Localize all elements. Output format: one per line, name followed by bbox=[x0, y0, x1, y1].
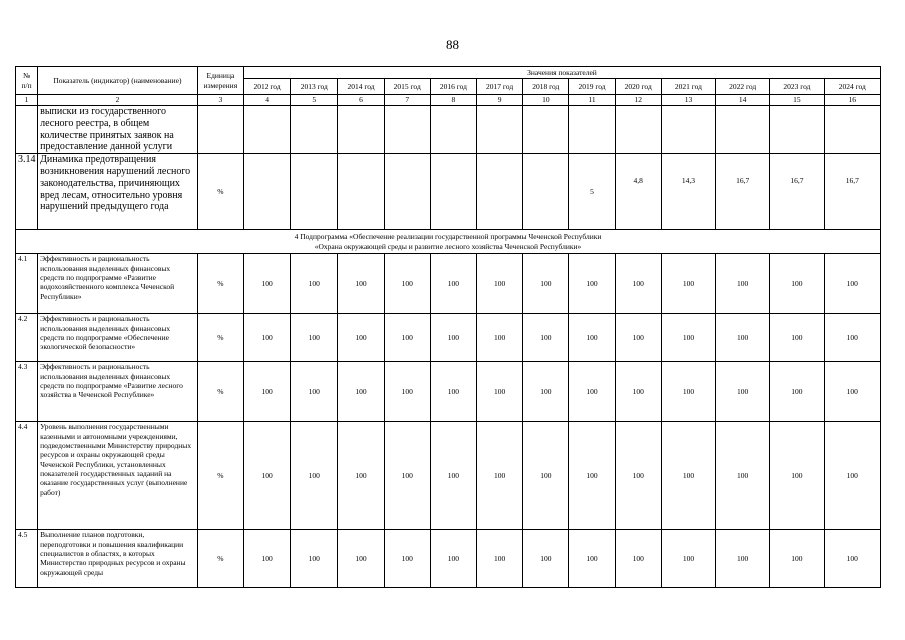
column-number: 1 bbox=[16, 95, 38, 106]
header-indicator: Показатель (индикатор) (наименование) bbox=[38, 67, 198, 95]
column-number: 10 bbox=[523, 95, 569, 106]
row-number: 4.3 bbox=[16, 362, 38, 422]
row-number: 3.14 bbox=[16, 154, 38, 230]
value-cell: 100 bbox=[824, 530, 880, 588]
unit-cell: % bbox=[197, 530, 243, 588]
value-cell: 100 bbox=[615, 530, 661, 588]
header-year: 2014 год bbox=[338, 79, 384, 95]
subprogram-heading bbox=[16, 230, 881, 254]
column-number: 15 bbox=[770, 95, 824, 106]
column-number: 14 bbox=[716, 95, 770, 106]
value-cell: 100 bbox=[824, 254, 880, 314]
value-cell: 100 bbox=[523, 422, 569, 530]
value-cell: 16,7 bbox=[824, 154, 880, 230]
header-year: 2022 год bbox=[716, 79, 770, 95]
value-cell: 100 bbox=[569, 530, 615, 588]
value-cell: 100 bbox=[824, 362, 880, 422]
header-num: № п/п bbox=[16, 67, 38, 95]
value-cell: 100 bbox=[523, 530, 569, 588]
value-cell: 100 bbox=[716, 362, 770, 422]
value-cell: 100 bbox=[770, 362, 824, 422]
value-cell: 100 bbox=[384, 254, 430, 314]
subprogram-line-1: 4 Подпрограмма «Обеспечение реализации государственной программы Чеченской Республики bbox=[294, 232, 602, 242]
table-row bbox=[16, 314, 881, 362]
value-cell: 16,7 bbox=[770, 154, 824, 230]
value-cell: 100 bbox=[661, 530, 715, 588]
indicator-table bbox=[15, 66, 881, 588]
value-cell: 100 bbox=[384, 362, 430, 422]
table-row bbox=[16, 106, 881, 154]
value-cell: 100 bbox=[716, 314, 770, 362]
column-number: 4 bbox=[244, 95, 291, 106]
value-cell: 100 bbox=[384, 314, 430, 362]
value-cell: 100 bbox=[615, 362, 661, 422]
value-cell: 100 bbox=[291, 314, 338, 362]
subprogram-line-2: «Охрана окружающей среды и развитие лесного хозяйства Чеченской Республики» bbox=[314, 241, 582, 251]
header-year: 2021 год bbox=[661, 79, 715, 95]
indicator-text: Эффективность и рациональность использования выделенных финансовых средств по подпрограмме «Развитие водохозяйственного комплекса Чеченской Республики» bbox=[38, 254, 198, 314]
header-year: 2024 год bbox=[824, 79, 880, 95]
value-cell: 100 bbox=[770, 314, 824, 362]
header-year: 2012 год bbox=[244, 79, 291, 95]
value-cell: 100 bbox=[430, 530, 476, 588]
value-cell: 100 bbox=[569, 314, 615, 362]
value-cell: 100 bbox=[338, 422, 384, 530]
column-number: 16 bbox=[824, 95, 880, 106]
value-cell: 100 bbox=[291, 254, 338, 314]
value-cell: 14,3 bbox=[661, 154, 715, 230]
value-cell: 100 bbox=[569, 254, 615, 314]
unit-cell: % bbox=[197, 422, 243, 530]
value-cell: 100 bbox=[824, 314, 880, 362]
column-number: 13 bbox=[661, 95, 715, 106]
value-cell: 16,7 bbox=[716, 154, 770, 230]
column-number: 7 bbox=[384, 95, 430, 106]
value-cell: 100 bbox=[716, 254, 770, 314]
indicator-text: выписки из государственного лесного реестра, в общем количестве принятых заявок на предоставление данной услуги bbox=[38, 106, 198, 154]
column-number: 11 bbox=[569, 95, 615, 106]
value-cell: 100 bbox=[661, 422, 715, 530]
header-year: 2018 год bbox=[523, 79, 569, 95]
value-cell: 100 bbox=[824, 422, 880, 530]
header-unit: Единица измерения bbox=[197, 67, 243, 95]
header-year: 2016 год bbox=[430, 79, 476, 95]
header-year: 2023 год bbox=[770, 79, 824, 95]
header-year: 2013 год bbox=[291, 79, 338, 95]
header-values: Значения показателей bbox=[244, 67, 881, 79]
value-cell: 100 bbox=[338, 314, 384, 362]
row-number: 4.1 bbox=[16, 254, 38, 314]
value-cell: 100 bbox=[523, 362, 569, 422]
value-cell: 100 bbox=[244, 314, 291, 362]
column-number: 2 bbox=[38, 95, 198, 106]
value-cell: 5 bbox=[569, 154, 615, 230]
header-year: 2019 год bbox=[569, 79, 615, 95]
column-number: 12 bbox=[615, 95, 661, 106]
indicator-text: Динамика предотвращения возникновения нарушений лесного законодательства, причиняющих вред лесам, относительно уровня нарушений предыдущего года bbox=[38, 154, 198, 230]
column-number: 8 bbox=[430, 95, 476, 106]
header-year: 2017 год bbox=[477, 79, 523, 95]
value-cell: 100 bbox=[615, 314, 661, 362]
table-row bbox=[16, 362, 881, 422]
row-number: 4.5 bbox=[16, 530, 38, 588]
value-cell: 100 bbox=[477, 254, 523, 314]
indicator-text: Выполнение планов подготовки, переподготовки и повышения квалификации специалистов в областях, в которых Министерство природных ресурсов и охраны окружающей среды bbox=[38, 530, 198, 588]
value-cell: 100 bbox=[430, 362, 476, 422]
indicator-text: Эффективность и рациональность использования выделенных финансовых средств по подпрограмме «Обеспечение экологической безопасности» bbox=[38, 314, 198, 362]
value-cell: 100 bbox=[770, 422, 824, 530]
value-cell: 4,8 bbox=[615, 154, 661, 230]
value-cell: 100 bbox=[615, 422, 661, 530]
value-cell: 100 bbox=[430, 422, 476, 530]
page-number: 88 bbox=[446, 37, 459, 52]
value-cell: 100 bbox=[523, 254, 569, 314]
unit-cell: % bbox=[197, 254, 243, 314]
column-number: 3 bbox=[197, 95, 243, 106]
value-cell: 100 bbox=[430, 314, 476, 362]
table-row bbox=[16, 530, 881, 588]
value-cell: 100 bbox=[291, 422, 338, 530]
value-cell: 100 bbox=[661, 254, 715, 314]
value-cell: 100 bbox=[661, 362, 715, 422]
column-number: 6 bbox=[338, 95, 384, 106]
value-cell: 100 bbox=[523, 314, 569, 362]
value-cell: 100 bbox=[244, 422, 291, 530]
value-cell: 100 bbox=[716, 530, 770, 588]
table-row bbox=[16, 422, 881, 530]
table-row bbox=[16, 154, 881, 230]
value-cell: 100 bbox=[615, 254, 661, 314]
value-cell: 100 bbox=[384, 422, 430, 530]
value-cell: 100 bbox=[770, 254, 824, 314]
value-cell: 100 bbox=[477, 422, 523, 530]
unit-cell: % bbox=[197, 362, 243, 422]
column-number: 9 bbox=[477, 95, 523, 106]
value-cell: 100 bbox=[338, 530, 384, 588]
value-cell: 100 bbox=[770, 530, 824, 588]
value-cell: 100 bbox=[291, 530, 338, 588]
unit-cell: % bbox=[197, 154, 243, 230]
header-year: 2020 год bbox=[615, 79, 661, 95]
value-cell: 100 bbox=[477, 362, 523, 422]
subprogram-row bbox=[16, 230, 881, 254]
value-cell: 100 bbox=[430, 254, 476, 314]
value-cell: 100 bbox=[244, 362, 291, 422]
value-cell: 100 bbox=[384, 530, 430, 588]
indicator-text: Эффективность и рациональность использования выделенных финансовых средств по подпрограмме «Развитие лесного хозяйства в Чеченской Республике» bbox=[38, 362, 198, 422]
row-number: 4.2 bbox=[16, 314, 38, 362]
value-cell: 100 bbox=[244, 254, 291, 314]
value-cell: 100 bbox=[661, 314, 715, 362]
value-cell: 100 bbox=[291, 362, 338, 422]
unit-cell: % bbox=[197, 314, 243, 362]
value-cell: 100 bbox=[338, 362, 384, 422]
indicator-text: Уровень выполнения государственными казенными и автономными учреждениями, подведомственными Министерству природных ресурсов и охраны окружающей среды Чеченской Республики, установленных показателей государственных заданий на оказание государственных услуг (выполнение работ) bbox=[38, 422, 198, 530]
column-number: 5 bbox=[291, 95, 338, 106]
value-cell: 100 bbox=[716, 422, 770, 530]
value-cell: 100 bbox=[338, 254, 384, 314]
value-cell: 100 bbox=[244, 530, 291, 588]
value-cell: 100 bbox=[569, 362, 615, 422]
value-cell: 100 bbox=[569, 422, 615, 530]
value-cell: 100 bbox=[477, 314, 523, 362]
row-number: 4.4 bbox=[16, 422, 38, 530]
value-cell: 100 bbox=[477, 530, 523, 588]
table-row bbox=[16, 254, 881, 314]
header-year: 2015 год bbox=[384, 79, 430, 95]
